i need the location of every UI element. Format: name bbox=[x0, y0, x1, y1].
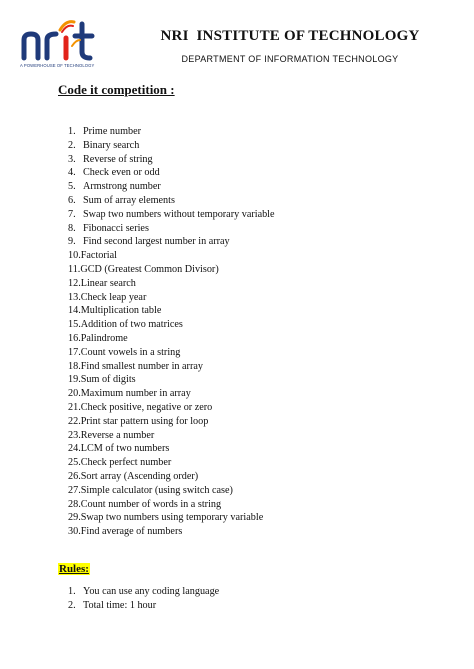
list-number: 14. bbox=[68, 305, 81, 317]
list-item bbox=[68, 456, 275, 470]
list-number: 18. bbox=[68, 360, 81, 372]
list-item-text: Swap two numbers without temporary variable bbox=[83, 208, 275, 220]
list-item bbox=[68, 387, 275, 401]
list-item-text: Linear search bbox=[80, 277, 136, 289]
list-number: 1. bbox=[68, 126, 76, 137]
list-item-text: Find smallest number in array bbox=[80, 360, 203, 372]
list-item bbox=[68, 415, 275, 429]
list-number: 4. bbox=[68, 167, 76, 179]
list-number: 29. bbox=[68, 512, 81, 524]
rules-list bbox=[68, 585, 219, 613]
list-item bbox=[68, 511, 275, 525]
list-item-text: Simple calculator (using switch case) bbox=[80, 484, 233, 496]
list-number: 8. bbox=[68, 222, 76, 234]
list-item bbox=[68, 166, 275, 180]
list-item-text: Sort array (Ascending order) bbox=[80, 470, 199, 482]
list-item-text: Count number of words in a string bbox=[80, 498, 222, 510]
list-item bbox=[68, 360, 275, 374]
list-item-text: Check perfect number bbox=[80, 457, 172, 469]
rule-item bbox=[68, 585, 219, 599]
rule-text: Total time: 1 hour bbox=[83, 599, 157, 611]
list-item bbox=[68, 180, 275, 194]
list-item-text: Fibonacci series bbox=[83, 222, 149, 234]
list-number: 17. bbox=[68, 346, 81, 358]
list-item bbox=[68, 194, 275, 208]
list-item bbox=[68, 263, 275, 277]
list-item bbox=[68, 249, 275, 263]
list-item bbox=[68, 373, 275, 387]
list-item bbox=[68, 484, 275, 498]
list-item bbox=[68, 139, 275, 153]
list-item bbox=[68, 346, 275, 360]
list-item-text: LCM of two numbers bbox=[80, 443, 170, 455]
list-item bbox=[68, 442, 275, 456]
list-item-text: Prime number bbox=[83, 126, 142, 137]
list-number: 3. bbox=[68, 153, 76, 165]
list-item-text: Find second largest number in array bbox=[83, 236, 230, 248]
list-number: 2. bbox=[68, 139, 76, 151]
list-number: 20. bbox=[68, 388, 81, 400]
nrit-logo-icon bbox=[20, 18, 112, 64]
list-number: 10. bbox=[68, 250, 81, 262]
list-number: 7. bbox=[68, 208, 76, 220]
list-item-text: Find average of numbers bbox=[80, 526, 183, 538]
list-number: 28. bbox=[68, 498, 81, 510]
list-item-text: Print star pattern using for loop bbox=[80, 415, 209, 427]
list-item bbox=[68, 318, 275, 332]
list-item bbox=[68, 153, 275, 167]
list-number: 16. bbox=[68, 332, 81, 344]
list-item-text: Sum of array elements bbox=[83, 194, 175, 206]
list-item bbox=[68, 429, 275, 443]
list-number: 21. bbox=[68, 401, 81, 413]
list-number: 6. bbox=[68, 194, 76, 206]
list-item-text: Palindrome bbox=[80, 332, 128, 344]
list-item bbox=[68, 222, 275, 236]
list-item-text: Addition of two matrices bbox=[80, 319, 183, 331]
list-item-text: Binary search bbox=[83, 139, 140, 151]
list-item-text: Multiplication table bbox=[80, 305, 162, 317]
list-number: 12. bbox=[68, 277, 81, 289]
list-number: 11. bbox=[68, 263, 81, 275]
list-item-text: Sum of digits bbox=[80, 374, 136, 386]
list-number: 27. bbox=[68, 484, 81, 496]
department-name: DEPARTMENT OF INFORMATION TECHNOLOGY bbox=[181, 54, 399, 64]
list-item-text: Check even or odd bbox=[83, 167, 160, 179]
list-item bbox=[68, 332, 275, 346]
rule-text: You can use any coding language bbox=[83, 586, 220, 597]
list-number: 22. bbox=[68, 415, 81, 427]
list-number: 26. bbox=[68, 470, 81, 482]
list-item-text: Count vowels in a string bbox=[80, 346, 181, 358]
list-number: 5. bbox=[68, 181, 76, 193]
rule-number: 1. bbox=[68, 586, 76, 597]
list-number: 24. bbox=[68, 443, 81, 455]
list-item-text: Reverse of string bbox=[83, 153, 153, 165]
list-item bbox=[68, 401, 275, 415]
logo-tagline: A POWERHOUSE OF TECHNOLOGY bbox=[20, 63, 95, 68]
list-number: 13. bbox=[68, 291, 81, 303]
list-item-text: Check leap year bbox=[80, 291, 147, 303]
list-number: 15. bbox=[68, 319, 81, 331]
list-number: 23. bbox=[68, 429, 81, 441]
list-item-text: GCD (Greatest Common Divisor) bbox=[80, 263, 219, 275]
list-item bbox=[68, 525, 275, 539]
topic-list bbox=[68, 125, 275, 539]
list-item bbox=[68, 125, 275, 139]
list-item bbox=[68, 235, 275, 249]
list-item bbox=[68, 291, 275, 305]
list-item bbox=[68, 277, 275, 291]
competition-heading: Code it competition : bbox=[58, 82, 175, 97]
list-item-text: Maximum number in array bbox=[80, 388, 191, 400]
list-number: 9. bbox=[68, 236, 76, 248]
nrit-logo bbox=[20, 18, 112, 70]
rule-number: 2. bbox=[68, 599, 76, 611]
list-item bbox=[68, 208, 275, 222]
rules-heading: Rules: bbox=[59, 563, 89, 575]
list-item-text: Armstrong number bbox=[83, 181, 161, 193]
list-item-text: Factorial bbox=[80, 250, 117, 262]
list-item-text: Reverse a number bbox=[80, 429, 155, 441]
list-item bbox=[68, 498, 275, 512]
rule-item bbox=[68, 599, 219, 613]
list-item-text: Swap two numbers using temporary variable bbox=[80, 512, 264, 524]
list-item bbox=[68, 304, 275, 318]
list-number: 30. bbox=[68, 526, 81, 538]
list-item-text: Check positive, negative or zero bbox=[80, 401, 213, 413]
list-number: 19. bbox=[68, 374, 81, 386]
institute-title: NRI INSTITUTE OF TECHNOLOGY bbox=[160, 28, 420, 44]
list-number: 25. bbox=[68, 457, 81, 469]
list-item bbox=[68, 470, 275, 484]
